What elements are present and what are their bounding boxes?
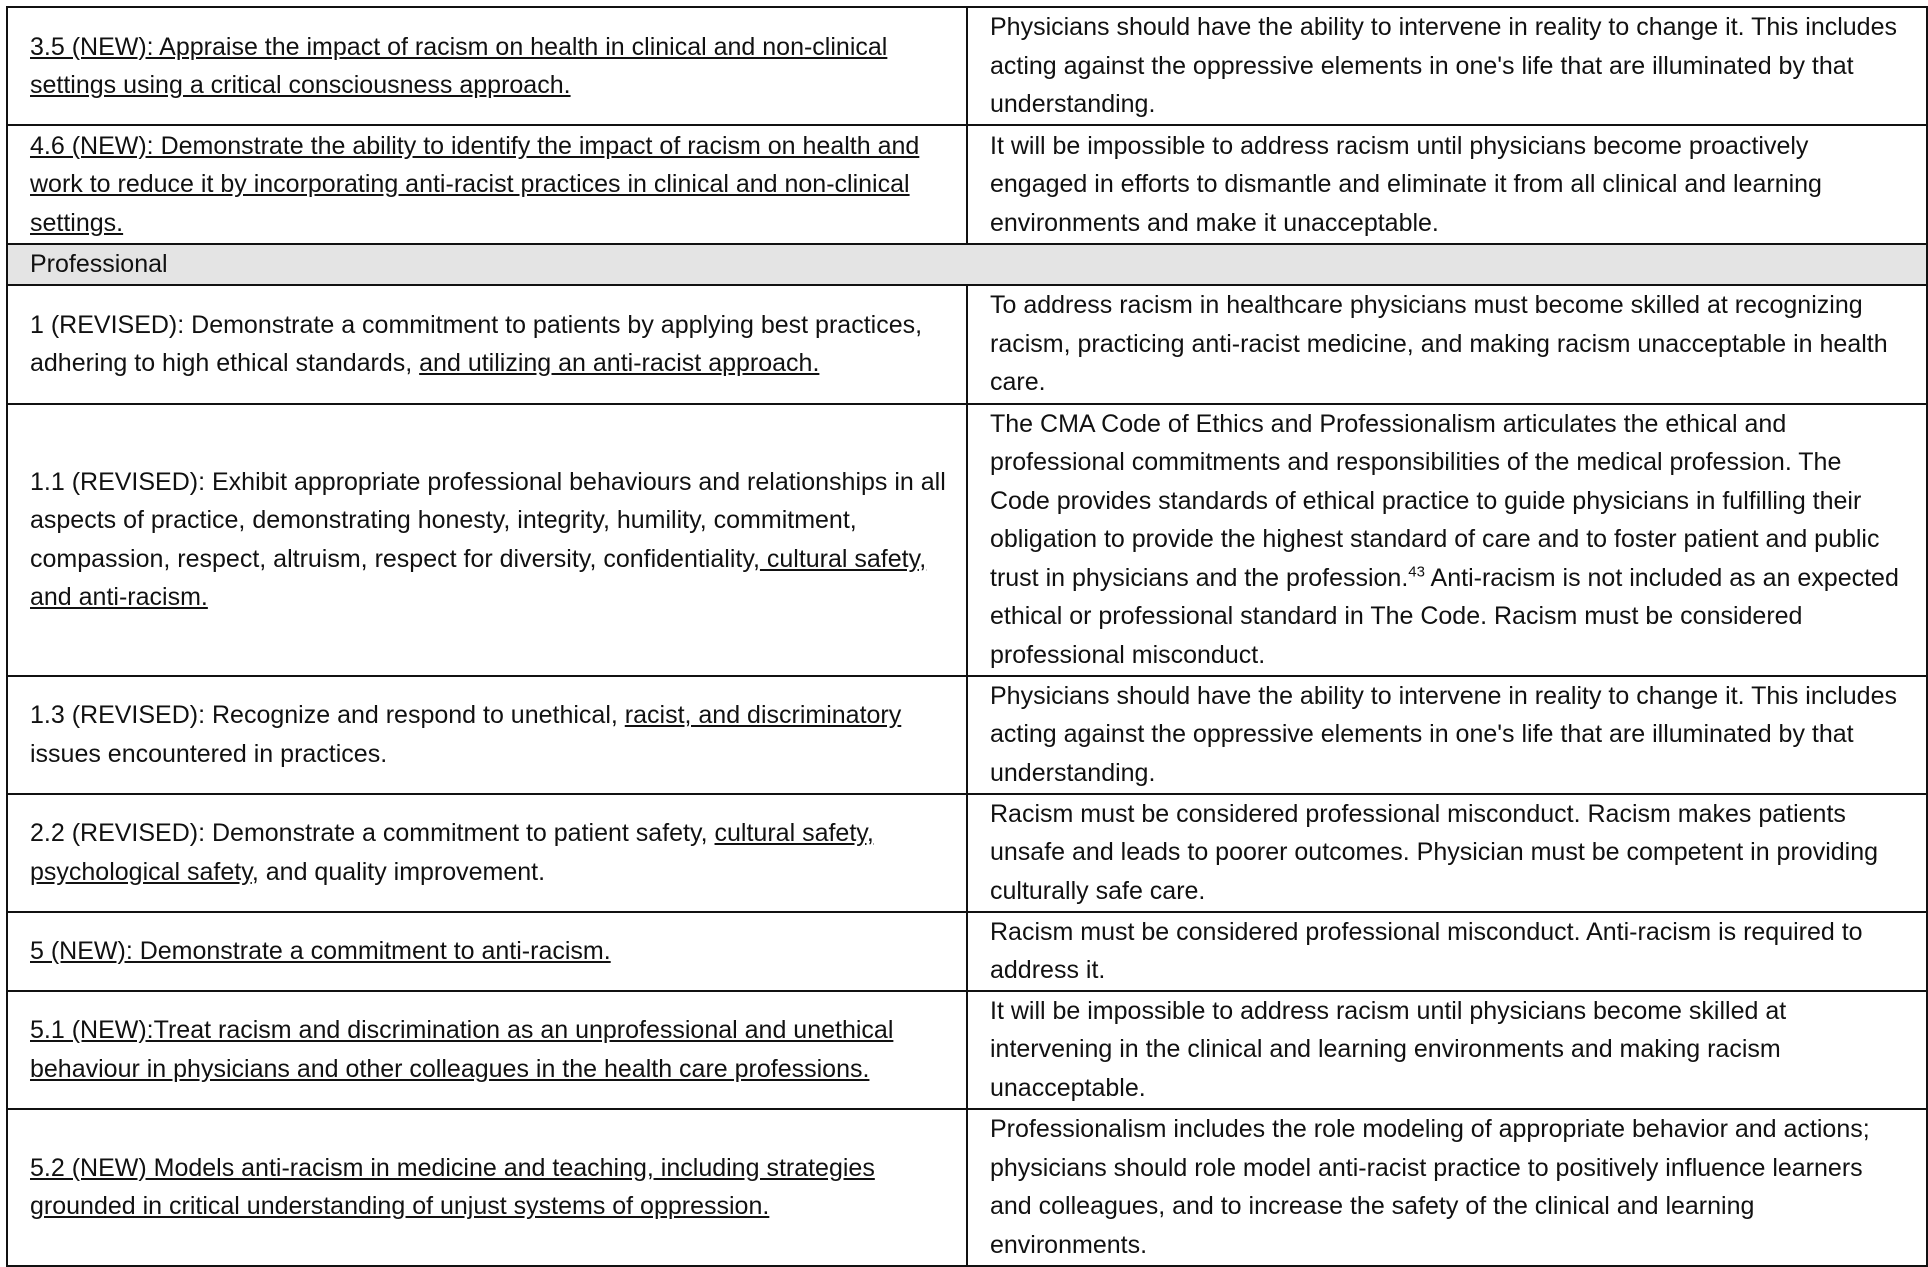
competency-text-post: issues encountered in practices. bbox=[30, 739, 388, 768]
rationale-text: The CMA Code of Ethics and Professionalism articulates the ethical and professional commitments and responsibilities of the medical profession. The Code provides standards of ethical practice to guide physicians in fulfilling their obligation to provide the highest standard of care and to foster patient and public trust in physicians and the profession. bbox=[990, 409, 1880, 592]
competency-table bbox=[6, 6, 1928, 1267]
rationale-text: Racism must be considered professional misconduct. Racism makes patients unsafe and leads to poorer outcomes. Physician must be competent in providing culturally safe care. bbox=[990, 799, 1879, 905]
competency-text-underlined: cultural safety, and anti-racism. bbox=[30, 544, 927, 611]
table-row bbox=[7, 7, 1927, 125]
competency-text-underlined: 4.6 (NEW): Demonstrate the ability to identify the impact of racism on health and work to reduce it by incorporating anti-racist practices in clinical and non-clinical settings. bbox=[30, 131, 920, 237]
table-row bbox=[7, 285, 1927, 404]
competency-cell bbox=[7, 794, 967, 912]
competency-text-underlined: 5.2 (NEW) Models anti-racism in medicine and teaching, including strategies grounded in critical understanding of unjust systems of oppression. bbox=[30, 1153, 875, 1220]
competency-cell bbox=[7, 125, 967, 244]
table-row bbox=[7, 794, 1927, 912]
rationale-text: To address racism in healthcare physicians must become skilled at recognizing racism, practicing anti-racist medicine, and making racism unacceptable in health care. bbox=[990, 291, 1888, 397]
rationale-cell bbox=[967, 125, 1927, 244]
rationale-cell bbox=[967, 794, 1927, 912]
rationale-cell bbox=[967, 1109, 1927, 1266]
rationale-cell bbox=[967, 7, 1927, 125]
competency-cell bbox=[7, 991, 967, 1109]
section-header: Professional bbox=[7, 244, 1927, 285]
competency-text-pre: 2.2 (REVISED): Demonstrate a commitment to patient safety, bbox=[30, 819, 715, 847]
rationale-cell bbox=[967, 404, 1927, 676]
table-row bbox=[7, 1109, 1927, 1266]
rationale-text: Professionalism includes the role modeling of appropriate behavior and actions; physicians should role model anti-racist practice to positively influence learners and colleagues, and to increase the safety of the clinical and learning environments. bbox=[990, 1115, 1870, 1259]
competency-cell bbox=[7, 404, 967, 676]
competency-text-underlined: 5.1 (NEW):Treat racism and discrimination as an unprofessional and unethical behaviour in physicians and other colleagues in the health care professions. bbox=[30, 1016, 894, 1083]
rationale-text: It will be impossible to address racism until physicians become skilled at intervening in the clinical and learning environments and making racism unacceptable. bbox=[990, 996, 1787, 1102]
competency-text-underlined: 3.5 (NEW): Appraise the impact of racism on health in clinical and non-clinical settings using a critical consciousness approach. bbox=[30, 32, 888, 99]
table-row bbox=[7, 991, 1927, 1109]
competency-text-underlined: 5 (NEW): Demonstrate a commitment to anti-racism. bbox=[30, 936, 611, 965]
rationale-cell bbox=[967, 991, 1927, 1109]
competency-cell bbox=[7, 285, 967, 404]
competency-text-underlined: cultural safety, psychological safety bbox=[30, 819, 874, 886]
competency-cell bbox=[7, 676, 967, 794]
table-row bbox=[7, 912, 1927, 991]
competency-text-pre: 1 (REVISED): Demonstrate a commitment to patients by applying best practices, adhering to high ethical standards, bbox=[30, 310, 923, 377]
rationale-text: Racism must be considered professional misconduct. Anti-racism is required to address it. bbox=[990, 917, 1863, 984]
rationale-cell bbox=[967, 676, 1927, 794]
competency-text-underlined: and utilizing an anti-racist approach. bbox=[419, 349, 820, 377]
citation-superscript: 43 bbox=[1408, 563, 1425, 581]
table-row bbox=[7, 404, 1927, 676]
competency-text-post: , and quality improvement. bbox=[251, 857, 546, 886]
section-header-row bbox=[7, 244, 1927, 285]
competency-cell bbox=[7, 7, 967, 125]
table-row bbox=[7, 125, 1927, 244]
rationale-text: Physicians should have the ability to intervene in reality to change it. This includes acting against the oppressive elements in one's life that are illuminated by that understanding. bbox=[990, 13, 1897, 119]
rationale-text: It will be impossible to address racism until physicians become proactively engaged in efforts to dismantle and eliminate it from all clinical and learning environments and make it unacceptable. bbox=[990, 131, 1822, 237]
competency-text-underlined: racist, and discriminatory bbox=[624, 701, 902, 729]
rationale-cell bbox=[967, 912, 1927, 991]
rationale-text: Physicians should have the ability to intervene in reality to change it. This includes acting against the oppressive elements in one's life that are illuminated by that understanding. bbox=[990, 681, 1897, 787]
rationale-text-continued: Anti-racism is not included as an expected ethical or professional standard in The Code. Racism must be considered professional misconduct. bbox=[990, 563, 1899, 669]
table-row bbox=[7, 676, 1927, 794]
competency-text-pre: 1.3 (REVISED): Recognize and respond to unethical, bbox=[30, 701, 625, 729]
competency-cell bbox=[7, 912, 967, 991]
competency-cell bbox=[7, 1109, 967, 1266]
competency-text-pre: 1.1 (REVISED): Exhibit appropriate professional behaviours and relationships in all aspects of practice, demonstrating honesty, integrity, humility, commitment, compassion, respect, altruism, respect for diversity, confidentiality, bbox=[30, 467, 946, 573]
rationale-cell bbox=[967, 285, 1927, 404]
